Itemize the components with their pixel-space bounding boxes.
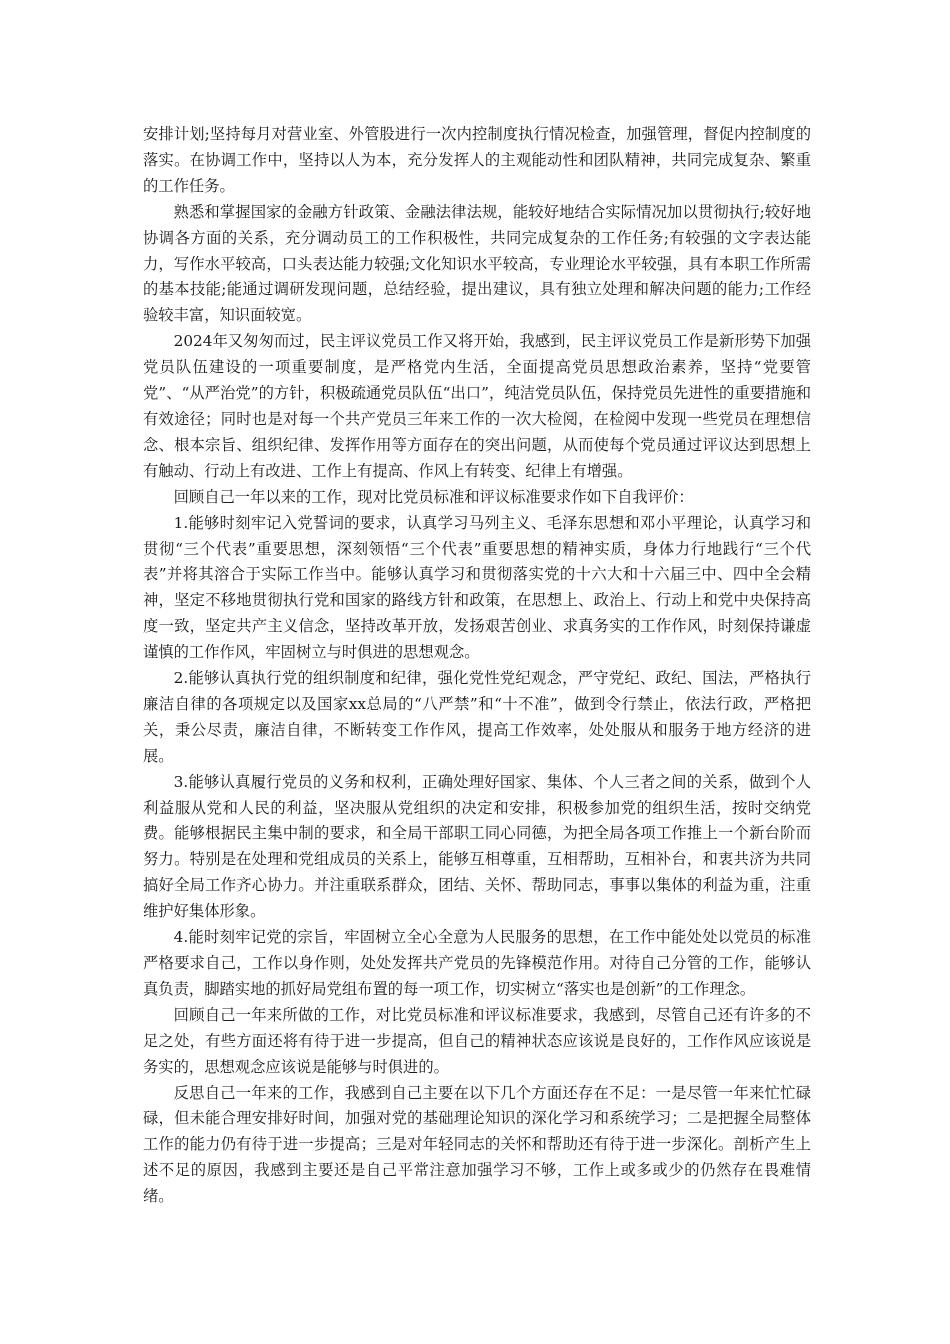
list-item-paragraph: 4.能时刻牢记党的宗旨，牢固树立全心全意为人民服务的思想，在工作中能处处以党员的标准严格要求自己，工作以身作则，处处发挥共产党员的先锋模范作用。对待自己分管的工作，能够认真负责，脚踏实地的抓好局党组布置的每一项工作，切实树立“落实也是创新”的工作理念。 (143, 928, 811, 998)
paragraph-continuation: 安排计划;坚持每月对营业室、外管股进行一次内控制度执行情况检查，加强管理，督促内控制度的落实。在协调工作中，坚持以人为本，充分发挥人的主观能动性和团队精神，共同完成复杂、繁重的工作任务。 (143, 125, 811, 195)
document-body (143, 122, 811, 1210)
paragraph: 反思自己一年来的工作，我感到自己主要在以下几个方面还存在不足：一是尽管一年来忙忙碌碌，但未能合理安排好时间，加强对党的基础理论知识的深化学习和系统学习；二是把握全局整体工作的能力仍有待于进一步提高；三是对年轻同志的关怀和帮助还有待于进一步深化。剖析产生上述不足的原因，我感到主要还是自己平常注意加强学习不够，工作上或多或少的仍然存在畏难情绪。 (143, 1083, 811, 1206)
paragraph: 熟悉和掌握国家的金融方针政策、金融法律法规，能较好地结合实际情况加以贯彻执行;较好地协调各方面的关系，充分调动员工的工作积极性，共同完成复杂的工作任务;有较强的文字表达能力，写作水平较高，口头表达能力较强;文化知识水平较高，专业理论水平较强，具有本职工作所需的基本技能;能通过调研发现问题，总结经验，提出建议，具有独立处理和解决问题的能力;工作经验较丰富，知识面较宽。 (143, 202, 811, 325)
list-item-paragraph: 3.能够认真履行党员的义务和权利，正确处理好国家、集体、个人三者之间的关系，做到个人利益服从党和人民的利益，坚决服从党组织的决定和安排，积极参加党的组织生活，按时交纳党费。能够根据民主集中制的要求，和全局干部职工同心同德，为把全局各项工作推上一个新台阶而努力。特别是在处理和党组成员的关系上，能够互相尊重，互相帮助，互相补台，和衷共济为共同搞好全局工作齐心协力。并注重联系群众，团结、关怀、帮助同志，事事以集体的利益为重，注重维护好集体形象。 (143, 772, 811, 921)
list-item-paragraph: 2.能够认真执行党的组织制度和纪律，强化党性党纪观念，严守党纪、政纪、国法，严格执行廉洁自律的各项规定以及国家xx总局的“八严禁”和“十不准”，做到令行禁止，依法行政，严格把关，秉公尽责，廉洁自律，不断转变工作作风，提高工作效率，处处服从和服务于地方经济的进展。 (143, 669, 811, 765)
paragraph: 回顾自己一年以来的工作，现对比党员标准和评议标准要求作如下自我评价： (173, 487, 694, 506)
list-item-paragraph: 1.能够时刻牢记入党誓词的要求，认真学习马列主义、毛泽东思想和邓小平理论，认真学习和贯彻“三个代表”重要思想，深刻领悟“三个代表”重要思想的精神实质，身体力行地践行“三个代表”并将其溶合于实际工作当中。能够认真学习和贯彻落实党的十六大和十六届三中、四中全会精神，坚定不移地贯彻执行党和国家的路线方针和政策，在思想上、政治上、行动上和党中央保持高度一致，坚定共产主义信念，坚持改革开放，发扬艰苦创业、求真务实的工作作风，时刻保持谦虚谨慎的工作作风，牢固树立与时俱进的思想观念。 (143, 513, 811, 662)
paragraph: 2024年又匆匆而过，民主评议党员工作又将开始，我感到，民主评议党员工作是新形势下加强党员队伍建设的一项重要制度，是严格党内生活，全面提高党员思想政治素养，坚持“党要管党”、“从严治党”的方针，积极疏通党员队伍“出口”，纯洁党员队伍，保持党员先进性的重要措施和有效途径；同时也是对每一个共产党员三年来工作的一次大检阅，在检阅中发现一些党员在理想信念、根本宗旨、组织纪律、发挥作用等方面存在的突出问题，从而使每个党员通过评议达到思想上有触动、行动上有改进、工作上有提高、作风上有转变、纪律上有增强。 (143, 332, 811, 480)
paragraph: 回顾自己一年来所做的工作，对比党员标准和评议标准要求，我感到，尽管自己还有许多的不足之处，有些方面还将有待于进一步提高，但自己的精神状态应该说是良好的，工作作风应该说是务实的，思想观念应该说是能够与时俱进的。 (143, 1005, 811, 1076)
